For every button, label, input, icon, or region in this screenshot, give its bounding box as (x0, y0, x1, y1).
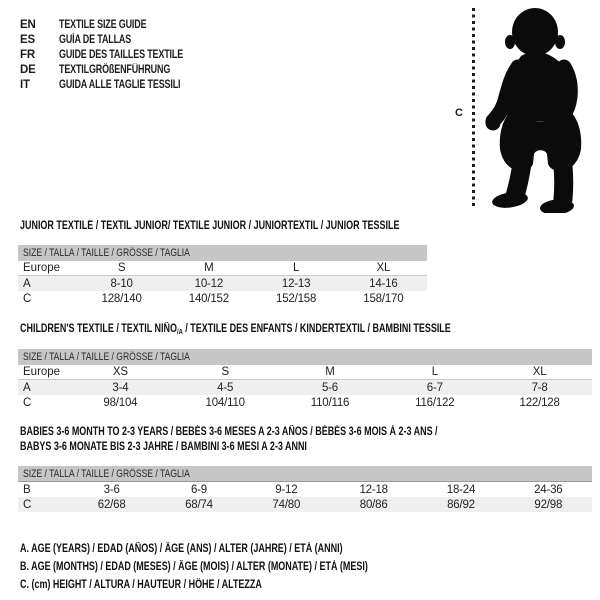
junior-size-table (18, 245, 427, 306)
language-row (20, 17, 218, 32)
row-label: A (23, 381, 31, 394)
size-cell: 62/68 (97, 498, 126, 511)
size-cell: 12-18 (359, 483, 388, 496)
size-cell: 18-24 (446, 483, 476, 496)
language-row (20, 62, 218, 77)
size-cell: 68/74 (185, 498, 213, 511)
babies-title-line2: BABYS 3-6 MONATE BIS 2-3 JAHRE / BAMBINI 3-6 MESI A 2-3 ANNI (20, 441, 307, 453)
junior-table-title (20, 219, 506, 234)
size-cell: 6-7 (426, 381, 443, 394)
row-label: Europe (23, 366, 61, 378)
size-cell: L (293, 262, 300, 274)
babies-title-line1: BABIES 3-6 MONTH TO 2-3 YEARS / BEBÉS 3-6 MESES A 2-3 AÑOS / BÉBÉS 3-6 MOIS À 2-3 ANS / (20, 426, 438, 438)
size-cell: 140/152 (188, 292, 229, 305)
size-cell: 14-16 (369, 277, 398, 290)
row-label: A (23, 277, 31, 290)
size-cell: M (204, 262, 214, 274)
size-cell: 92/98 (534, 498, 563, 511)
legend-notes (20, 540, 466, 594)
language-title: TEXTILGRÖßENFÜHRUNG (59, 63, 171, 76)
babies-size-table (18, 466, 592, 512)
toddler-silhouette-icon (483, 4, 592, 213)
size-cell: XL (376, 262, 391, 274)
title-subscript: /A (176, 327, 183, 336)
note-text: A. AGE (YEARS) / EDAD (AÑOS) / ÂGE (ANS) / ALTER (JAHRE) / ETÀ (ANNI) (20, 543, 343, 555)
children-table-title (20, 322, 572, 339)
table-row-europe (18, 365, 592, 380)
size-cell: 80/86 (359, 498, 388, 511)
height-measure-dashed-line (472, 8, 475, 208)
junior-table-title-text: JUNIOR TEXTILE / TEXTIL JUNIOR/ TEXTILE JUNIOR / JUNIORTEXTIL / JUNIOR TESSILE (20, 220, 400, 232)
size-header-label: SIZE / TALLA / TAILLE / GRÖSSE / TAGLIA (23, 467, 190, 480)
size-cell: S (117, 262, 126, 274)
size-cell: 104/110 (205, 396, 245, 409)
note-text: B. AGE (MONTHS) / EDAD (MESES) / ÂGE (MOIS) / ALTER (MONATE) / ETÀ (MESI) (20, 561, 368, 573)
language-title: GUIDA ALLE TAGLIE TESSILI (59, 78, 181, 91)
language-title: GUÍA DE TALLAS (59, 33, 132, 46)
table-row-height (18, 395, 592, 410)
table-row-europe (18, 261, 427, 276)
size-cell: 116/122 (415, 396, 455, 409)
table-row-age (18, 380, 592, 395)
height-measure-label: C (455, 107, 463, 119)
table-header-bar (18, 349, 592, 365)
size-cell: 12-13 (281, 277, 311, 290)
table-header-bar (18, 245, 427, 261)
size-cell: 4-5 (217, 381, 234, 394)
size-header-label: SIZE / TALLA / TAILLE / GRÖSSE / TAGLIA (23, 247, 190, 259)
size-cell: XL (532, 366, 547, 378)
table-row-months (18, 482, 592, 497)
language-code: ES (20, 33, 35, 46)
size-cell: 6-9 (190, 483, 207, 496)
table-row-height (18, 497, 592, 512)
children-table-title-text (20, 322, 451, 339)
table-row-height (18, 291, 427, 306)
size-cell: 122/128 (519, 396, 560, 409)
size-cell: M (325, 366, 335, 378)
size-cell: S (221, 366, 229, 378)
language-title: GUIDE DES TAILLES TEXTILE (59, 48, 184, 61)
size-cell: 158/170 (363, 292, 404, 305)
size-cell: 7-8 (531, 381, 548, 394)
language-title: TEXTILE SIZE GUIDE (59, 18, 147, 31)
size-cell: 24-36 (534, 483, 563, 496)
size-cell: 110/116 (310, 396, 350, 409)
language-code: DE (20, 63, 36, 76)
size-cell: 128/140 (101, 292, 142, 305)
size-cell: 98/104 (103, 396, 138, 409)
babies-table-title (20, 425, 555, 455)
size-cell: 9-12 (275, 483, 298, 496)
size-cell: 8-10 (110, 277, 133, 290)
size-cell: 74/80 (272, 498, 301, 511)
language-row (20, 32, 218, 47)
size-cell: 10-12 (194, 277, 224, 290)
language-code: EN (20, 18, 36, 31)
row-label: C (23, 396, 32, 409)
language-code: FR (20, 48, 35, 61)
title-part: / TEXTILE DES ENFANTS / KINDERTEXTIL / BAMBINI TESSILE (182, 323, 451, 335)
size-cell: 152/158 (276, 292, 317, 305)
language-row (20, 77, 218, 92)
language-code: IT (20, 78, 30, 91)
size-cell: 86/92 (447, 498, 475, 511)
language-row (20, 47, 218, 62)
note-age-months (20, 558, 466, 576)
size-cell: 5-6 (321, 381, 338, 394)
note-height-cm (20, 576, 466, 594)
note-text: C. (cm) HEIGHT / ALTURA / HAUTEUR / HÖHE / ALTEZZA (20, 579, 262, 591)
note-age-years (20, 540, 466, 558)
row-label: B (23, 483, 31, 496)
row-label: Europe (23, 262, 61, 274)
size-cell: 3-6 (103, 483, 120, 496)
table-header-bar (18, 466, 592, 482)
size-cell: L (431, 366, 438, 378)
children-size-table (18, 349, 592, 410)
size-cell: 3-4 (112, 381, 129, 394)
title-part: CHILDREN'S TEXTILE / TEXTIL NIÑO (20, 323, 177, 335)
row-label: C (23, 292, 32, 305)
table-row-age (18, 276, 427, 291)
size-header-label: SIZE / TALLA / TAILLE / GRÖSSE / TAGLIA (23, 351, 190, 363)
row-label: C (23, 498, 32, 511)
language-title-list (20, 17, 218, 92)
size-cell: XS (112, 366, 128, 378)
